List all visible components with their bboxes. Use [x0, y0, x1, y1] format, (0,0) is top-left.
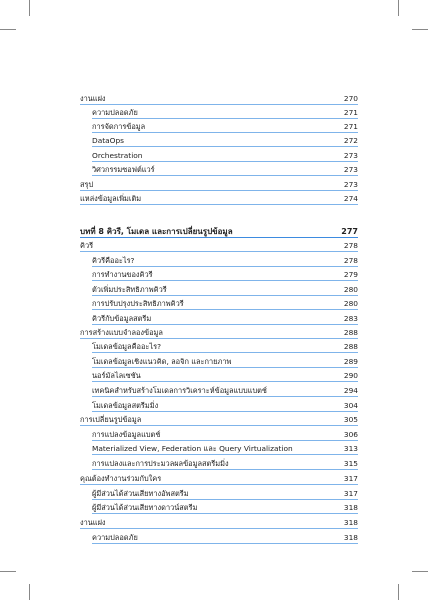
toc-entry-page: 278: [343, 256, 358, 265]
toc-row[interactable]: [0, 458, 428, 470]
crop-mark-top-right: [398, 0, 399, 16]
toc-entry-page: 277: [341, 227, 358, 236]
toc-entry-page: 288: [343, 328, 358, 337]
toc-entry-underline: [92, 396, 358, 397]
toc-row[interactable]: [0, 121, 428, 133]
toc-entry-underline: [92, 280, 358, 281]
toc-entry-page: 305: [343, 415, 358, 424]
toc-entry-page: 317: [343, 474, 358, 483]
toc-row[interactable]: [0, 400, 428, 412]
toc-entry-page: 273: [343, 180, 358, 189]
toc-row[interactable]: [0, 284, 428, 296]
crop-mark-bottom-left-h: [0, 571, 16, 572]
toc-entry-page: 271: [343, 108, 358, 117]
toc-row[interactable]: [0, 313, 428, 325]
toc-row[interactable]: [0, 193, 428, 205]
toc-entry-underline: [92, 132, 358, 133]
toc-entry-page: 294: [343, 386, 358, 395]
toc-entry-underline: [92, 161, 358, 162]
toc-entry-underline: [80, 237, 358, 238]
toc-entry-label: ความปลอดภัย: [92, 533, 138, 542]
toc-entry-page: 318: [343, 503, 358, 512]
toc-row[interactable]: [0, 240, 428, 252]
toc-entry-page: 272: [343, 136, 358, 145]
toc-entry-page: 306: [343, 430, 358, 439]
toc-entry-label: งานแฝง: [80, 94, 106, 103]
crop-mark-bottom-left: [29, 584, 30, 600]
toc-entry-label: Materialized View, Federation และ Query Virtualization: [92, 444, 293, 453]
toc-row[interactable]: [0, 135, 428, 147]
toc-entry-underline: [92, 175, 358, 176]
toc-entry-label: การทำงานของคิวรี: [92, 270, 153, 279]
toc-entry-underline: [92, 352, 358, 353]
toc-entry-underline: [92, 146, 358, 147]
toc-entry-page: 283: [343, 314, 358, 323]
toc-entry-page: 273: [343, 151, 358, 160]
toc-entry-label: ผู้มีส่วนได้ส่วนเสียทางอัพสตรีม: [92, 489, 189, 498]
toc-entry-label: การสร้างแบบจำลองข้อมูล: [80, 328, 163, 337]
toc-entry-label: สรุป: [80, 180, 94, 189]
toc-entry-label: คิวรีกับข้อมูลสตรีม: [92, 314, 152, 323]
toc-entry-page: 313: [343, 444, 358, 453]
toc-entry-underline: [92, 266, 358, 267]
toc-entry-label: ความปลอดภัย: [92, 108, 138, 117]
toc-entry-underline: [92, 295, 358, 296]
toc-entry-underline: [92, 454, 358, 455]
crop-mark-bottom-right: [398, 584, 399, 600]
toc-row[interactable]: [0, 488, 428, 500]
toc-row[interactable]: [0, 269, 428, 281]
toc-entry-label: งานแฝง: [80, 518, 106, 527]
toc-entry-underline: [92, 118, 358, 119]
toc-row[interactable]: [0, 517, 428, 529]
toc-row[interactable]: [0, 532, 428, 544]
toc-entry-underline: [92, 440, 358, 441]
toc-entry-label: โมเดลข้อมูลสตรีมมิ่ง: [92, 401, 159, 410]
toc-entry-page: 315: [343, 459, 358, 468]
toc-entry-underline: [92, 411, 358, 412]
toc-entry-label: บทที่ 8 คิวรี, โมเดล และการเปลี่ยนรูปข้อมูล: [80, 227, 233, 236]
toc-entry-page: 304: [343, 401, 358, 410]
toc-row[interactable]: [0, 150, 428, 162]
toc-entry-page: 280: [343, 299, 358, 308]
toc-row[interactable]: [0, 370, 428, 382]
toc-entry-label: คิวรีคืออะไร?: [92, 256, 135, 265]
toc-entry-page: 270: [343, 94, 358, 103]
crop-mark-top-left-h: [0, 29, 16, 30]
toc-entry-label: คุณต้องทำงานร่วมกับใคร: [80, 474, 162, 483]
toc-entry-underline: [80, 104, 358, 105]
toc-row[interactable]: [0, 327, 428, 339]
toc-entry-underline: [92, 499, 358, 500]
toc-row[interactable]: [0, 164, 428, 176]
toc-entry-label: Orchestration: [92, 151, 143, 160]
toc-row[interactable]: [0, 385, 428, 397]
toc-entry-page: 279: [343, 270, 358, 279]
toc-entry-underline: [80, 204, 358, 205]
toc-row[interactable]: [0, 255, 428, 267]
toc-row[interactable]: [0, 107, 428, 119]
toc-row[interactable]: [0, 429, 428, 441]
crop-mark-top-right-h: [412, 29, 428, 30]
toc-entry-underline: [80, 425, 358, 426]
toc-entry-label: ตัวเพิ่มประสิทธิภาพคิวรี: [92, 285, 167, 294]
toc-entry-label: ผู้มีส่วนได้ส่วนเสียทางดาวน์สตรีม: [92, 503, 198, 512]
toc-row[interactable]: [0, 341, 428, 353]
toc-entry-page: 318: [343, 533, 358, 542]
toc-entry-underline: [80, 338, 358, 339]
toc-entry-underline: [92, 324, 358, 325]
toc-entry-label: การแปลงข้อมูลแบตช์: [92, 430, 161, 439]
toc-entry-label: นอร์มัลไลเซชัน: [92, 371, 141, 380]
toc-entry-underline: [80, 251, 358, 252]
toc-entry-label: เทคนิคสำหรับสร้างโมเดลการวิเคราะห์ข้อมูลแบบแบตช์: [92, 386, 267, 395]
toc-entry-underline: [80, 484, 358, 485]
toc-row[interactable]: [0, 179, 428, 191]
toc-row[interactable]: [0, 93, 428, 105]
toc-entry-underline: [92, 513, 358, 514]
toc-row[interactable]: [0, 502, 428, 514]
toc-row[interactable]: [0, 414, 428, 426]
toc-entry-underline: [92, 309, 358, 310]
toc-entry-page: 271: [343, 122, 358, 131]
toc-row[interactable]: [0, 443, 428, 455]
toc-entry-page: 289: [343, 357, 358, 366]
toc-entry-underline: [92, 543, 358, 544]
toc-entry-page: 290: [343, 371, 358, 380]
toc-entry-label: การแปลงและการประมวลผลข้อมูลสตรีมมิ่ง: [92, 459, 229, 468]
toc-entry-label: การจัดการข้อมูล: [92, 122, 146, 131]
toc-entry-label: แหล่งข้อมูลเพิ่มเติม: [80, 194, 142, 203]
crop-mark-bottom-right-h: [412, 571, 428, 572]
toc-entry-label: โมเดลข้อมูลเชิงแนวคิด, ลอจิก และกายภาพ: [92, 357, 232, 366]
toc-entry-label: วิศวกรรมซอฟต์แวร์: [92, 165, 155, 174]
toc-entry-label: คิวรี: [80, 241, 94, 250]
toc-entry-label: DataOps: [92, 136, 125, 145]
toc-entry-page: 274: [343, 194, 358, 203]
crop-mark-top-left: [29, 0, 30, 16]
toc-entry-underline: [92, 469, 358, 470]
toc-chapter-row[interactable]: [0, 226, 428, 238]
toc-entry-page: 280: [343, 285, 358, 294]
toc-row[interactable]: [0, 473, 428, 485]
toc-row[interactable]: [0, 356, 428, 368]
toc-entry-underline: [92, 367, 358, 368]
toc-entry-label: โมเดลข้อมูลคืออะไร?: [92, 342, 161, 351]
toc-entry-label: การปรับปรุงประสิทธิภาพคิวรี: [92, 299, 184, 308]
toc-entry-label: การเปลี่ยนรูปข้อมูล: [80, 415, 142, 424]
toc-entry-page: 278: [343, 241, 358, 250]
toc-entry-underline: [92, 381, 358, 382]
toc-entry-page: 318: [343, 518, 358, 527]
toc-entry-page: 288: [343, 342, 358, 351]
toc-entry-page: 273: [343, 165, 358, 174]
toc-entry-underline: [80, 190, 358, 191]
toc-row[interactable]: [0, 298, 428, 310]
toc-entry-underline: [80, 528, 358, 529]
toc-entry-page: 317: [343, 489, 358, 498]
